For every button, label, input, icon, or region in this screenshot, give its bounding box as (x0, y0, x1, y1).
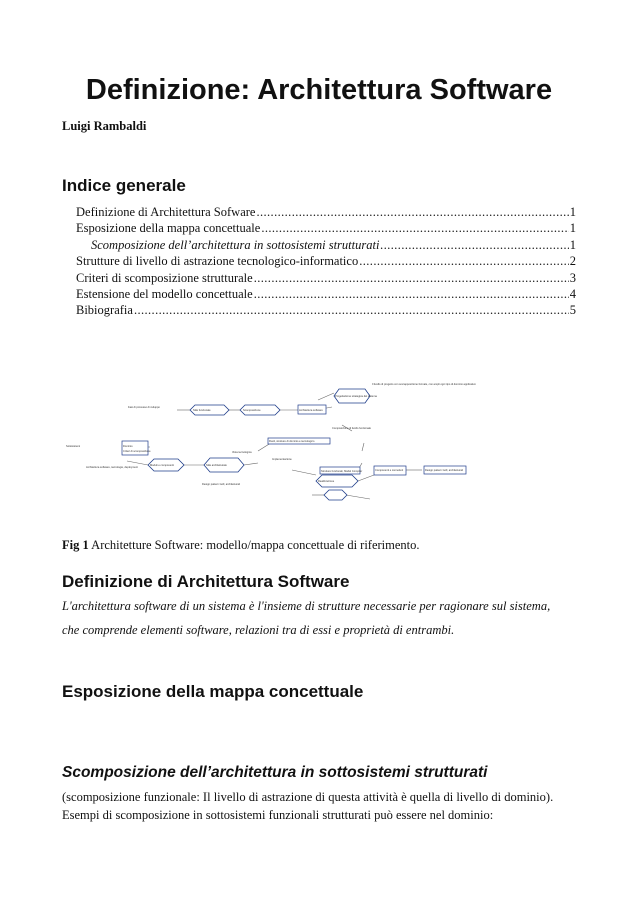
figure-caption-label: Fig 1 (62, 538, 89, 552)
node-label: Dominio (123, 445, 133, 448)
connector-line (244, 463, 258, 465)
body-paragraph: (scomposizione funzionale: Il livello di astrazione di questa attività è quella di livello di dominio). (62, 790, 554, 804)
connector-line (292, 470, 316, 475)
node-hexagon (324, 490, 347, 500)
connector-line (318, 393, 334, 400)
node-label: Criteri di scomposizione (123, 450, 151, 453)
node-label: Design pattern GoF, architetturali (202, 483, 240, 486)
toc-entry[interactable] (76, 270, 576, 286)
node-label: Architettura software, tecnologie, deployment (86, 466, 138, 469)
node-label: Il livello di progetto con sovrapposizione formale, con ampli ogni tipo di dominio applicativo (372, 383, 476, 386)
document-author: Luigi Rambaldi (62, 119, 147, 133)
toc-entry-page: 4 (569, 286, 576, 301)
table-of-contents (76, 204, 576, 319)
node-label: Scomposizione (243, 409, 261, 412)
body-paragraph: Esempi di scomposizione in sottosistemi funzionali strutturati può essere nel dominio: (62, 808, 494, 822)
node-label: Ruoli, strutture di dominio e tecnologico (269, 440, 315, 443)
toc-entry[interactable] (76, 204, 576, 220)
section-heading-definizione: Definizione di Architettura Software (62, 572, 350, 591)
node-label: Strutture funzionali, Model Compiler (321, 470, 363, 473)
toc-entry[interactable] (76, 220, 576, 236)
figure-caption-text: Architetture Software: modello/mappa concettuale di riferimento. (88, 538, 420, 552)
toc-entry-page: 5 (569, 303, 576, 318)
node-label: Componenti e connettori (375, 469, 404, 472)
toc-entry-label: Criteri di scomposizione strutturale (76, 270, 253, 285)
toc-entry[interactable] (76, 253, 576, 269)
toc-leader-dots (134, 302, 569, 318)
concept-map-diagram (62, 355, 577, 515)
node-label: Stile funzionale (193, 409, 211, 412)
section-heading-esposizione: Esposizione della mappa concettuale (62, 682, 364, 701)
toc-leader-dots (380, 237, 568, 253)
toc-entry[interactable] (76, 302, 576, 318)
toc-entry-page: 1 (569, 237, 576, 252)
node-label: Composizione di livello funzionale (332, 427, 371, 430)
toc-leader-dots (359, 253, 569, 269)
section-body-scomposizione (62, 788, 582, 824)
document-title: Definizione: Architettura Software (85, 74, 553, 106)
connector-line (362, 443, 364, 451)
toc-entry[interactable] (76, 237, 576, 253)
figure-caption (62, 538, 420, 553)
toc-entry-label: Definizione di Architettura Sofware (76, 205, 256, 219)
toc-entry-label: Bibiografia (76, 303, 133, 318)
toc-leader-dots (256, 204, 568, 220)
node-label: Implementazione (272, 458, 292, 461)
node-label: Fasi di processo di sviluppo (128, 406, 160, 409)
toc-leader-dots (254, 286, 569, 302)
connector-line (127, 461, 148, 465)
node-label: Vista tecnologica (232, 451, 252, 454)
node-label: Architettura software (299, 409, 323, 412)
node-label: Moduli e componenti (150, 464, 174, 467)
toc-entry-label: Estensione del modello concettuale (76, 286, 253, 301)
diagram-nodes (148, 389, 370, 500)
node-label: Design pattern GoF, architetturali (425, 469, 463, 472)
toc-heading: Indice generale (62, 176, 186, 195)
connector-line (346, 495, 370, 499)
node-label: Sottosistemi (66, 445, 81, 448)
toc-entry-label: Strutture di livello di astrazione tecnologico-informatico (76, 254, 359, 269)
toc-entry-page: 1 (569, 221, 576, 236)
toc-entry-page: 2 (569, 254, 576, 269)
node-label: Stile architetturale (206, 464, 227, 467)
definition-line: che comprende elementi software, relazioni tra di essi e proprietà di entrambi. (62, 623, 455, 637)
toc-entry-page: 3 (569, 270, 576, 285)
subsection-heading-scomposizione: Scomposizione dell’architettura in sottosistemi strutturati (62, 764, 488, 781)
connector-line (358, 475, 374, 481)
toc-entry-page: 1 (569, 205, 576, 219)
toc-leader-dots (254, 270, 569, 286)
toc-entry[interactable] (76, 286, 576, 302)
toc-entry-label: Scomposizione dell’architettura in sottosistemi strutturati (91, 237, 380, 252)
toc-leader-dots (261, 220, 568, 236)
definition-paragraph (62, 594, 582, 642)
node-label: Realizzazione (318, 480, 335, 483)
node-label: Progettazione strategica del sistema (335, 395, 377, 398)
definition-line: L'architettura software di un sistema è l'insieme di strutture necessarie per ragionare sul sistema, (62, 599, 551, 613)
toc-entry-label: Esposizione della mappa concettuale (76, 221, 261, 236)
